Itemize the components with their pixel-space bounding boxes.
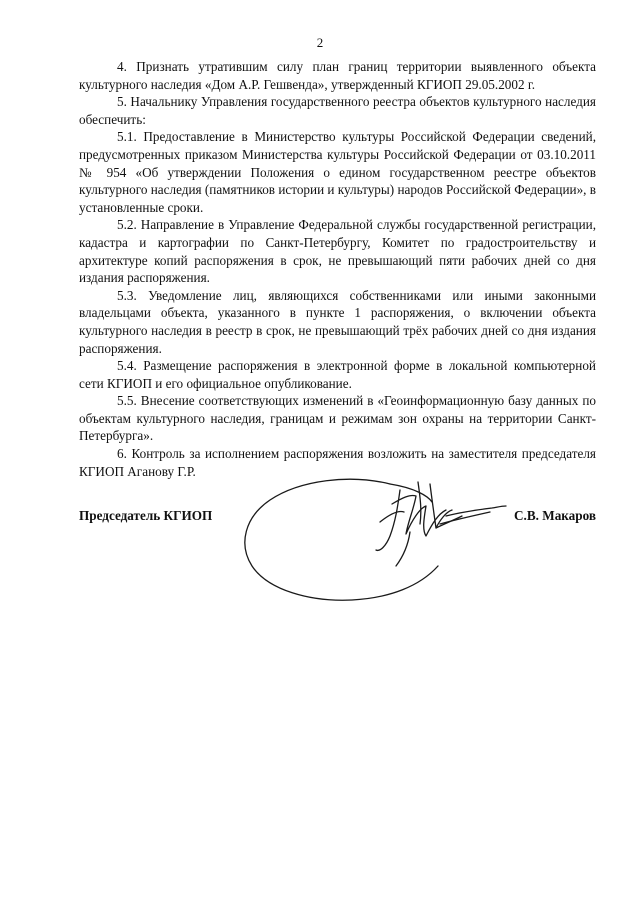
document-body [79,58,596,480]
signature-block [79,508,596,528]
paragraph-item-5-2: 5.2. Направление в Управление Федеральной службы государственной регистрации, кадастра и картографии по Санкт-Петербургу, Комитет по градостроительству и архитектуре копий распоряжения в срок, не превышающий пяти рабочих дней со дня издания распоряжения. [79,217,596,286]
paragraph-item-5-5: 5.5. Внесение соответствующих изменений в «Геоинформационную базу данных по объектам культурного наследия, границам и режимам зон охраны на территории Санкт-Петербурга». [79,393,596,444]
handwritten-signature [240,462,520,612]
paragraph-item-6: 6. Контроль за исполнением распоряжения возложить на заместителя председателя КГИОП Аганову Г.Р. [79,446,596,479]
paragraph-item-5: 5. Начальнику Управления государственного реестра объектов культурного наследия обеспечить: [79,94,596,127]
page-number: 2 [316,35,324,50]
paragraph-item-5-4: 5.4. Размещение распоряжения в электронной форме в локальной компьютерной сети КГИОП и его официальное опубликование. [79,358,596,391]
paragraph-item-5-1: 5.1. Предоставление в Министерство культуры Российской Федерации сведений, предусмотренных приказом Министерства культуры Российской Федерации от 03.10.2011 № 954 «Об утверждении Положения о едином государственном реестре объектов культурного наследия (памятников истории и культуры) народов Российской Федерации», в установленные сроки. [79,129,596,215]
signatory-name: С.В. Макаров [514,508,596,523]
paragraph-item-4: 4. Признать утратившим силу план границ территории выявленного объекта культурного наследия «Дом А.Р. Гешвенда», утвержденный КГИОП 29.05.2002 г. [79,59,596,92]
paragraph-item-5-3: 5.3. Уведомление лиц, являющихся собственниками или иными законными владельцами объекта, указанного в пункте 1 распоряжения, о включении объекта культурного наследия в реестр в срок, не превышающий трёх рабочих дней со дня издания распоряжения. [79,287,596,356]
signatory-title: Председатель КГИОП [79,508,213,523]
